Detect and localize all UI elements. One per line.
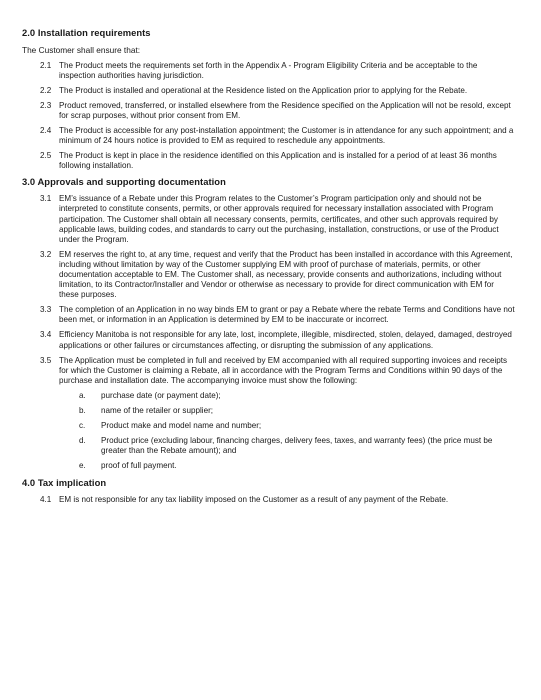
clause-number: 3.1: [40, 194, 52, 204]
clause-text: EM’s issuance of a Rebate under this Program relates to the Customer’s Program participation only and should not be interpreted to constitute consents, permits, or other approvals required for necessary installation associated with Program participation. The Customer shall obtain all necessary consents, permits, certificates, and other such approvals required by applicable laws, building codes, and standards to carry out the purchasing, installation, constructions, or use of the Product under the Program.: [59, 194, 499, 244]
clause-4-1: [22, 495, 519, 505]
section-heading: 4.0 Tax implication: [22, 476, 107, 488]
clause-text: The Product is installed and operational at the Residence listed on the Application prior to applying for the Rebate.: [59, 85, 468, 95]
clause-3-1: [22, 194, 519, 244]
subclause-d: [22, 436, 519, 456]
clause-3-5: [22, 356, 519, 386]
subclause-text: purchase date (or payment date);: [101, 390, 221, 400]
subclause-letter: c.: [79, 421, 86, 431]
clause-text: The completion of an Application in no way binds EM to grant or pay a Rebate where the rebate Terms and Conditions have not been met, or information in an Application is determined by EM to be inaccurate or incorrect.: [59, 305, 515, 325]
section-approvals: [22, 176, 519, 471]
clause-2-5: [22, 151, 519, 171]
clause-text: The Product is accessible for any post-installation appointment; the Customer is in attendance for any such appointment; and a minimum of 24 hours notice is provided to EM as required to reschedule any appointments.: [59, 125, 514, 146]
section-heading: 2.0 Installation requirements: [22, 27, 151, 38]
clause-number: 2.1: [40, 60, 52, 70]
clause-text: The Product meets the requirements set forth in the Appendix A - Program Eligibility Criteria and be acceptable to the inspection authorities having jurisdiction.: [59, 60, 478, 80]
clause-number: 2.3: [40, 100, 52, 110]
section-tax-implication: [22, 477, 519, 505]
clause-text: EM reserves the right to, at any time, request and verify that the Product has been installed in accordance with this Agreement, including without limitation by way of the Customer supplying EM with proof of purchase of materials, permits, or other documentation acceptable to EM. The Customer shall, as necessary, provide consents and authorizations, including without limitation, to its Contractor/Installer and Vendor or otherwise as necessary to provide for direct communication with EM for these purposes.: [59, 249, 513, 300]
section-installation-requirements: [22, 27, 519, 171]
clause-3-3: [22, 305, 519, 325]
subclause-a: [22, 391, 519, 401]
clause-text: Efficiency Manitoba is not responsible for any late, lost, incomplete, illegible, misdirected, stolen, delayed, damaged, destroyed applications or other failures or circumstances affecting, or disrupting the submission of any applications.: [59, 330, 512, 350]
clause-3-2: [22, 250, 519, 300]
subclause-text: Product price (excluding labour, financing charges, delivery fees, taxes, and warranty fees) (the price must be greater than the Rebate amount); and: [101, 436, 493, 456]
clause-2-2: [22, 86, 519, 96]
clause-number: 3.5: [40, 355, 52, 365]
clause-number: 3.3: [40, 305, 52, 315]
clause-number: 4.1: [40, 494, 52, 504]
subclause-letter: b.: [79, 406, 86, 416]
clause-2-4: [22, 126, 519, 146]
subclause-letter: e.: [79, 461, 86, 471]
subclause-text: name of the retailer or supplier;: [101, 406, 214, 416]
clause-number: 2.2: [40, 85, 52, 95]
clause-number: 2.5: [40, 151, 52, 161]
clause-number: 3.4: [40, 330, 52, 340]
clause-3-4: [22, 330, 519, 350]
section-intro: The Customer shall ensure that:: [22, 45, 141, 55]
clause-text: The Product is kept in place in the residence identified on this Application and is installed for a period of at least 36 months following installation.: [59, 151, 497, 171]
clause-number: 2.4: [40, 125, 52, 135]
subclause-letter: a.: [79, 390, 86, 400]
clause-2-3: [22, 101, 519, 121]
subclause-text: proof of full payment.: [101, 461, 177, 471]
clause-number: 3.2: [40, 249, 52, 259]
subclause-e: [22, 461, 519, 471]
clause-text: EM is not responsible for any tax liability imposed on the Customer as a result of any payment of the Rebate.: [59, 494, 449, 504]
clause-2-1: [22, 61, 519, 81]
subclause-b: [22, 406, 519, 416]
subclause-c: [22, 421, 519, 431]
subclause-letter: d.: [79, 436, 86, 446]
subclause-text: Product make and model name and number;: [101, 421, 262, 431]
section-heading: 3.0 Approvals and supporting documentation: [22, 176, 226, 188]
clause-text: The Application must be completed in full and received by EM accompanied with all required supporting invoices and receipts for which the Customer is claiming a Rebate, all in accordance with the Program Terms and Conditions within 90 days of the purchase and installation date. The accompanying invoice must show the following:: [59, 355, 508, 385]
clause-text: Product removed, transferred, or installed elsewhere from the Residence specified on the Application will not be resold, except for scrap purposes, without prior consent from EM.: [59, 100, 511, 120]
